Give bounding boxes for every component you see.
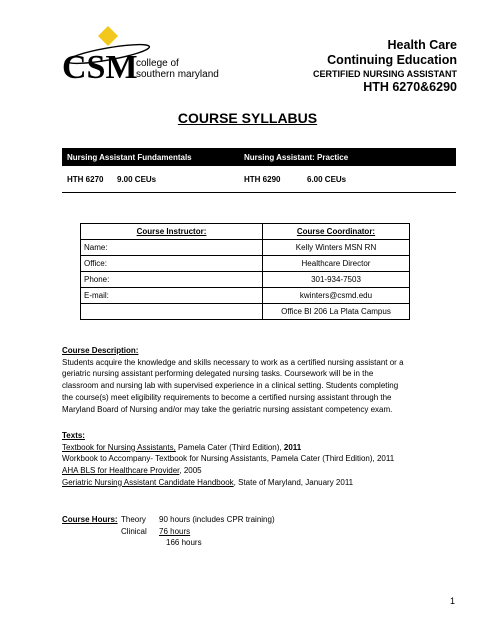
description-line: geriatric nursing assistant performing delegated nursing tasks. Coursework will be in the <box>62 369 374 379</box>
text-item-2: Workbook to Accompany- Textbook for Nursing Assistants, Pamela Cater (Third Edition), 2011 <box>62 454 395 464</box>
header-line-2: Continuing Education <box>327 53 457 67</box>
text-1-rest: Pamela Cater (Third Edition), <box>175 442 284 452</box>
csm-logo <box>60 28 219 86</box>
course-code-right: HTH 6290 <box>244 175 281 184</box>
logo-line1: college of <box>136 58 179 69</box>
theory-label: Theory <box>121 515 146 524</box>
description-heading: Course Description: <box>62 346 139 355</box>
text-item-1 <box>62 442 394 454</box>
row-label: E-mail: <box>81 288 263 304</box>
row-label: Name: <box>81 240 263 256</box>
row-value: Office BI 206 La Plata Campus <box>263 304 410 320</box>
text-3-title: AHA BLS for Healthcare Provider <box>62 466 180 476</box>
row-value: Kelly Winters MSN RN <box>263 240 410 256</box>
logo-letters: CSM <box>62 49 138 86</box>
table-row <box>81 256 410 272</box>
text-item-3 <box>62 465 394 477</box>
table-row <box>81 240 410 256</box>
row-label: Phone: <box>81 272 263 288</box>
description-line: the course(s) meet eligibility requirements to become a certified nursing assistant through the <box>62 392 392 402</box>
row-label <box>81 304 263 320</box>
text-1-title: Textbook for Nursing Assistants, <box>62 442 176 452</box>
course-ceu-left: 9.00 CEUs <box>117 175 157 184</box>
text-4-title: Geriatric Nursing Assistant Candidate Handbook <box>62 477 234 487</box>
table-row <box>81 272 410 288</box>
text-1-year: 2011 <box>283 442 302 452</box>
course-code-left: HTH 6270 <box>67 175 104 184</box>
row-label: Office: <box>81 256 263 272</box>
logo-line2: southern maryland <box>136 69 219 80</box>
description-line: Maryland Board of Nursing and/or may take the geriatric nursing assistant competency exam. <box>62 404 393 414</box>
course-name-right: Nursing Assistant: Practice <box>244 153 349 162</box>
course-ceu-right: 6.00 CEUs <box>307 175 347 184</box>
texts-heading: Texts: <box>62 431 85 440</box>
theory-value: 90 hours (includes CPR training) <box>159 515 275 524</box>
header-line-1: Health Care <box>387 38 457 52</box>
email-value[interactable]: kwinters@csmd.edu <box>263 288 410 304</box>
divider <box>62 192 456 193</box>
text-3-rest: , 2005 <box>179 466 202 476</box>
description-line: Students acquire the knowledge and skills necessary to work as a certified nursing assistant or a <box>62 357 404 367</box>
total-hours: 166 hours <box>166 538 202 547</box>
document-header <box>313 38 457 94</box>
table-header-row <box>81 224 410 240</box>
clinical-value: 76 hours <box>159 526 191 536</box>
header-line-4: HTH 6270&6290 <box>363 80 457 94</box>
contact-table <box>80 223 410 320</box>
course-name-left: Nursing Assistant Fundamentals <box>67 153 192 162</box>
text-4-rest: , State of Maryland, January 2011 <box>233 477 354 487</box>
table-header-coordinator: Course Coordinator: <box>263 224 410 240</box>
table-row <box>81 288 410 304</box>
texts-section <box>62 430 394 489</box>
hours-label: Course Hours: <box>62 515 118 524</box>
course-description <box>62 345 404 415</box>
row-value: 301-934-7503 <box>263 272 410 288</box>
description-line: classroom and nursing lab with supervised experience in a clinical setting. Students completing <box>62 381 399 391</box>
page-number: 1 <box>449 596 455 606</box>
row-value: Healthcare Director <box>263 256 410 272</box>
header-line-3: CERTIFIED NURSING ASSISTANT <box>312 69 457 79</box>
page-title: COURSE SYLLABUS <box>177 110 318 126</box>
table-header-instructor: Course Instructor: <box>81 224 263 240</box>
logo-graphic <box>60 28 219 86</box>
course-names-bar <box>62 148 456 166</box>
clinical-label: Clinical <box>121 526 147 536</box>
table-row <box>81 304 410 320</box>
text-item-4 <box>62 477 394 489</box>
